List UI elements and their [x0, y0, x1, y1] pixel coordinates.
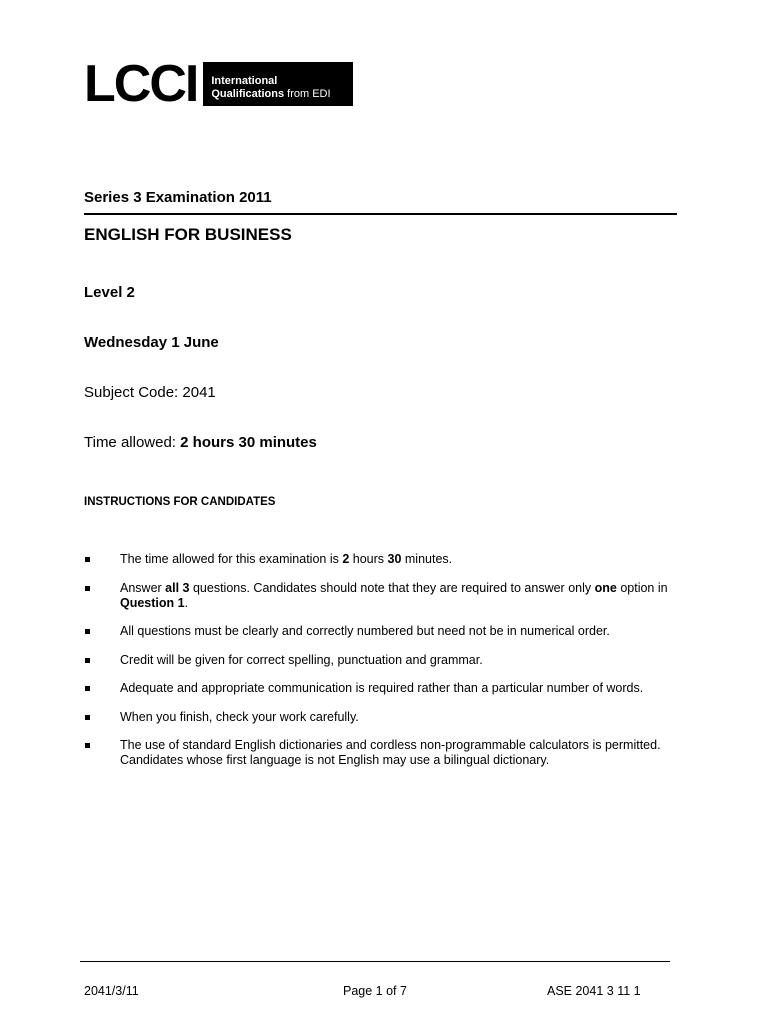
instruction-item: Credit will be given for correct spelling, punctuation and grammar.	[84, 653, 704, 668]
exam-date: Wednesday 1 June	[84, 334, 219, 351]
bullet-icon	[85, 743, 90, 748]
instruction-item: Adequate and appropriate communication is required rather than a particular number of words.	[84, 681, 704, 696]
instruction-item: The use of standard English dictionaries and cordless non-programmable calculators is permitted. Candidates whose first language is not English may use a bilingual dictionary.	[84, 738, 704, 768]
instructions-list	[84, 552, 704, 782]
logo-line2-bold: Qualifications	[211, 88, 285, 100]
instruction-item: When you finish, check your work carefully.	[84, 710, 704, 725]
subject-code: Subject Code: 2041	[84, 384, 216, 401]
logo-line1: International	[211, 75, 278, 87]
instructions-heading: INSTRUCTIONS FOR CANDIDATES	[84, 496, 276, 508]
exam-subject-title: ENGLISH FOR BUSINESS	[84, 225, 292, 244]
footer-ase-code: ASE 2041 3 11 1	[547, 984, 641, 998]
logo-tagline-box	[203, 62, 353, 106]
bullet-icon	[85, 658, 90, 663]
instruction-item: Answer all 3 questions. Candidates should note that they are required to answer only one option in Question 1.	[84, 581, 704, 611]
header-divider	[84, 213, 677, 215]
bullet-icon	[85, 586, 90, 591]
instruction-item: All questions must be clearly and correctly numbered but need not be in numerical order.	[84, 624, 704, 639]
exam-series: Series 3 Examination 2011	[84, 189, 272, 206]
time-allowed	[84, 434, 317, 451]
bullet-icon	[85, 629, 90, 634]
logo-line2-rest: from EDI	[284, 88, 331, 100]
footer-paper-ref: 2041/3/11	[84, 984, 139, 998]
bullet-icon	[85, 557, 90, 562]
time-allowed-value: 2 hours 30 minutes	[180, 434, 317, 451]
footer-divider	[80, 961, 670, 962]
bullet-icon	[85, 686, 90, 691]
footer-page-number: Page 1 of 7	[343, 984, 407, 998]
lcci-logo	[84, 62, 353, 106]
bullet-icon	[85, 715, 90, 720]
time-allowed-label: Time allowed:	[84, 434, 181, 451]
exam-level: Level 2	[84, 284, 135, 301]
logo-wordmark: LCCI	[84, 62, 198, 106]
instruction-item: The time allowed for this examination is 2 hours 30 minutes.	[84, 552, 704, 567]
